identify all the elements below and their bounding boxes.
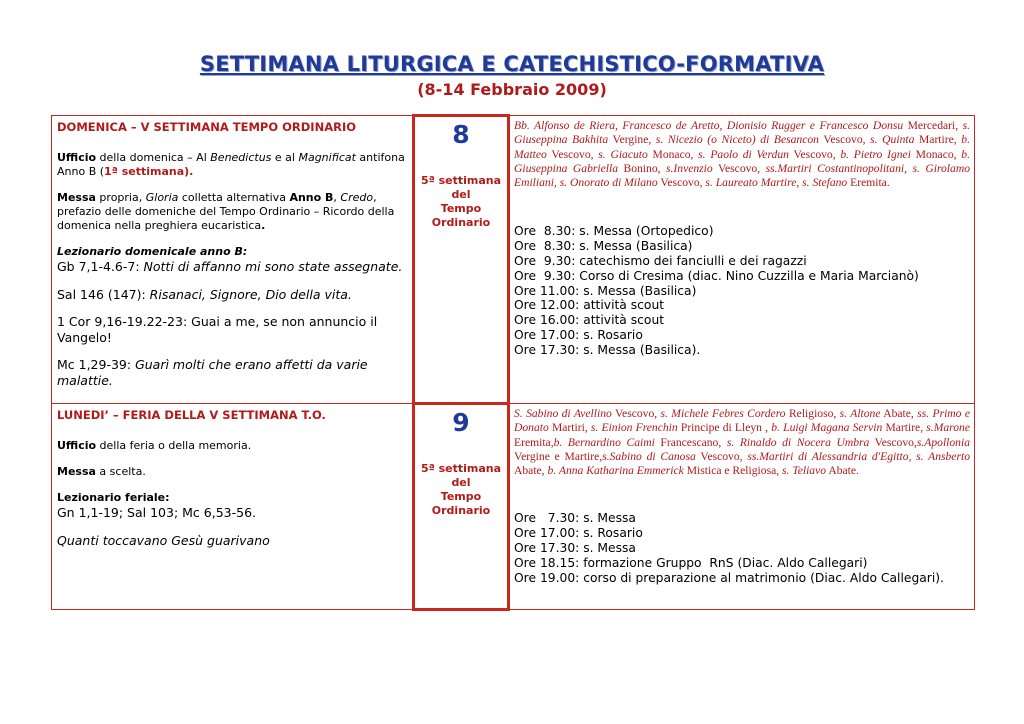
ufficio-label: Ufficio: [57, 151, 97, 164]
event-item: Ore 16.00: attività scout: [514, 313, 665, 328]
day-heading: LUNEDI’ – FERIA DELLA V SETTIMANA T.O.: [57, 408, 326, 422]
quote-text: Quanti toccavano Gesù guarivano: [57, 532, 270, 548]
event-item: Ore 19.00: corso di preparazione al matrimonio (Diac. Aldo Callegari).: [514, 570, 944, 585]
messa-paragraph: [57, 465, 406, 479]
reading-ref: Sal 146 (147):: [57, 286, 150, 302]
reading-ref: Mc 1,29-39:: [57, 357, 136, 372]
event-item: Ore 18.15: formazione Gruppo RnS (Diac. Aldo Callegari): [514, 555, 868, 570]
event-item: Ore 12.00: attività scout: [514, 298, 665, 313]
messa-text: a scelta.: [95, 465, 146, 478]
reading-2: [57, 287, 406, 303]
event-item: Ore 7.30: s. Messa: [514, 511, 636, 526]
reading-4: [57, 357, 406, 388]
week-line: del: [451, 188, 471, 201]
ufficio-label: Ufficio: [57, 439, 97, 452]
week-line: Ordinario: [431, 216, 491, 229]
ufficio-week: 1ª settimana).: [104, 165, 194, 178]
day-row-monday: [52, 404, 975, 610]
event-item: Ore 17.00: s. Rosario: [514, 328, 643, 343]
week-line: 5ª settimana: [420, 462, 502, 475]
date-cell-sunday: [414, 116, 509, 404]
lezionario-label: Lezionario feriale:: [57, 491, 170, 504]
messa-text: ,: [333, 191, 341, 204]
page-subtitle: (8-14 Febbraio 2009): [417, 80, 607, 99]
event-item: Ore 17.00: s. Rosario: [514, 526, 643, 541]
readings: Gn 1,1-19; Sal 103; Mc 6,53-56.: [57, 505, 256, 520]
gospel-quote: [57, 533, 406, 549]
messa-label: Messa: [57, 465, 96, 478]
benedictus-text: Benedictus: [210, 151, 272, 164]
ufficio-text: della feria o della memoria.: [96, 439, 252, 452]
reading-ref: Gb 7,1-4.6-7:: [57, 259, 144, 274]
liturgy-cell-monday: [52, 404, 414, 610]
week-line: del: [451, 476, 471, 489]
week-line: Ordinario: [431, 504, 491, 517]
gloria-text: Gloria: [145, 191, 179, 204]
ufficio-text: e al: [271, 151, 299, 164]
day-row-sunday: [52, 116, 975, 404]
reading-text: Guarì molti che erano affetti da varie malattie.: [57, 357, 368, 388]
lezionario-paragraph: [57, 491, 406, 505]
day-heading: DOMENICA – V SETTIMANA TEMPO ORDINARIO: [57, 120, 357, 134]
event-item: Ore 8.30: s. Messa (Basilica): [514, 239, 693, 254]
ufficio-paragraph: [57, 439, 406, 453]
reading-1: [57, 259, 406, 275]
messa-paragraph: [57, 191, 406, 233]
weekly-schedule-table: [51, 114, 975, 611]
events-cell-monday: [509, 404, 975, 610]
event-item: Ore 8.30: s. Messa (Ortopedico): [514, 224, 714, 239]
reading-3: 1 Cor 9,16-19.22-23: Guai a me, se non annuncio il Vangelo!: [57, 314, 378, 345]
day-number: 9: [452, 408, 470, 437]
events-cell-sunday: [509, 116, 975, 404]
liturgy-cell-sunday: [52, 116, 414, 404]
messa-text: propria,: [95, 191, 146, 204]
saints-of-the-day: S. Sabino di Avellino Vescovo, s. Michele Febres Cordero Religioso, s. Altone Abate, ss. Primo e Donato Martiri, s. Einion Frenchin Principe di Lleyn , b. Luigi Magana Servin Martire, s.Marone Eremita,b. Bernardino Caimi Francescano, s. Rinaldo di Nocera Umbra Vescovo,s.Apollonia Vergine e Martire,s.Sabino di Canosa Vescovo, ss.Martiri di Alessandria d'Egitto, s. Ansberto Abate, b. Anna Katharina Emmerick Mistica e Religiosa, s. Teliavo Abate.: [514, 407, 970, 478]
credo-text: Credo: [340, 191, 374, 204]
week-line: 5ª settimana: [420, 174, 502, 187]
magnificat-text: Magnificat: [298, 151, 356, 164]
event-item: Ore 17.30: s. Messa: [514, 541, 636, 556]
messa-text: .: [261, 219, 266, 232]
page-title: SETTIMANA LITURGICA E CATECHISTICO-FORMATIVA: [199, 52, 825, 76]
events-list: [514, 511, 970, 585]
week-line: Tempo: [440, 202, 482, 215]
messa-label: Messa: [57, 191, 96, 204]
week-line: Tempo: [440, 490, 482, 503]
date-cell-monday: [414, 404, 509, 610]
anno-b-text: Anno B: [289, 191, 334, 204]
saints-of-the-day: Bb. Alfonso de Riera, Francesco de Aretto, Dionisio Rugger e Francesco Donsu Mercedari, s. Giuseppina Bakhita Vergine, s. Nicezio (o Niceto) di Besancon Vescovo, s. Quinta Martire, b. Matteo Vescovo, s. Giacuto Monaco, s. Paolo di Verdun Vescovo, b. Pietro Ignei Monaco, b. Giuseppina Gabriella Bonino, s.Invenzio Vescovo, ss.Martiri Costantinopolitani, s. Girolamo Emiliani, s. Onorato di Milano Vescovo, s. Laureato Martire, s. Stefano Eremita.: [514, 119, 971, 190]
event-item: Ore 11.00: s. Messa (Basilica): [514, 283, 697, 298]
ufficio-text: della domenica – Al: [96, 151, 211, 164]
event-item: Ore 9.30: Corso di Cresima (diac. Nino Cuzzilla e Maria Marcianò): [514, 268, 919, 283]
events-list: [514, 224, 970, 357]
ufficio-paragraph: [57, 151, 406, 179]
lezionario-paragraph: [57, 245, 406, 259]
day-number: 8: [452, 120, 470, 149]
event-item: Ore 17.30: s. Messa (Basilica).: [514, 342, 701, 357]
ufficio-text: antifona Anno B (: [57, 151, 405, 178]
reading-text: Notti di affanno mi sono state assegnate.: [143, 259, 403, 274]
reading-text: Risanaci, Signore, Dio della vita.: [149, 286, 352, 302]
event-item: Ore 9.30: catechismo dei fanciulli e dei ragazzi: [514, 254, 807, 269]
lezionario-label: Lezionario domenicale anno B:: [57, 245, 248, 258]
messa-text: , prefazio delle domeniche del Tempo Ordinario – Ricordo della domenica nella preghiera eucaristica: [57, 191, 395, 232]
messa-text: colletta alternativa: [178, 191, 290, 204]
